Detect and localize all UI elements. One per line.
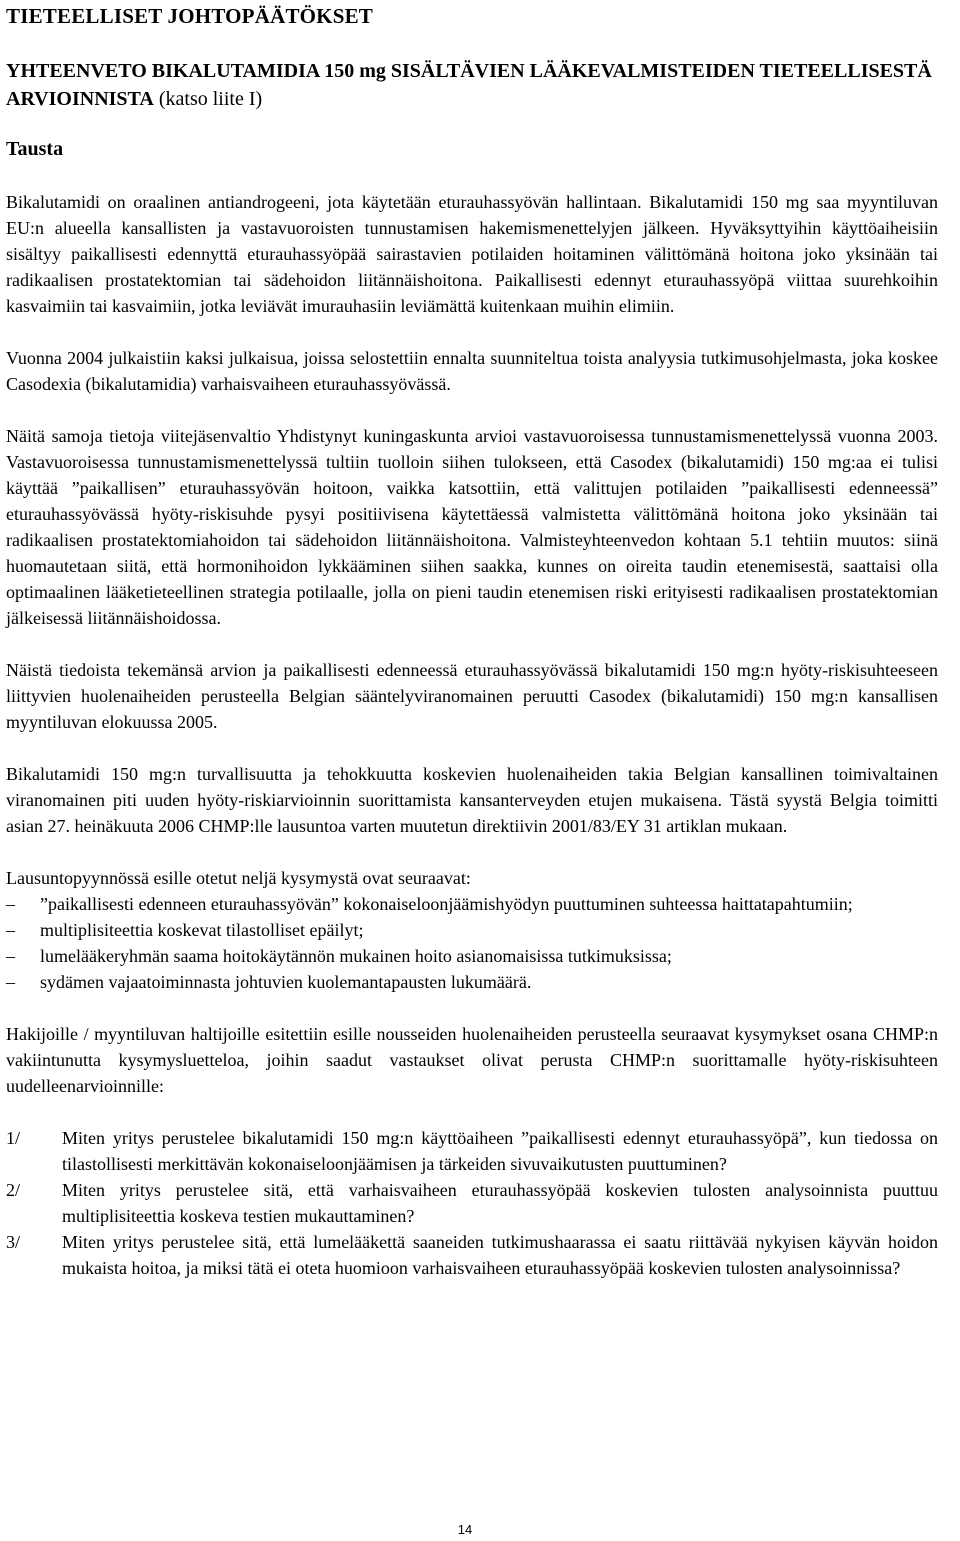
dash-bullet: – xyxy=(6,894,15,914)
summary-heading-note: (katso liite I) xyxy=(153,88,263,110)
summary-heading-bold: YHTEENVETO BIKALUTAMIDIA 150 mg SISÄLTÄVIEN LÄÄKEVALMISTEIDEN TIETEELLISESTÄ ARVIOINNISTA xyxy=(6,60,932,110)
paragraph-questions-intro: Hakijoille / myyntiluvan haltijoille esitettiin esille nousseiden huolenaiheiden perusteella seuraavat kysymykset osana CHMP:n vakiintunutta kysymysluetteloa, joihin saadut vastaukset olivat perusta CHMP:n suorittamalle hyöty-riskisuhteen uudelleenarvioinnille: xyxy=(6,1024,938,1096)
dash-bullet: – xyxy=(6,946,15,966)
list-item-text: ”paikallisesti edenneen eturauhassyövän” kokonaiseloonjäämishyödyn puuttuminen suhteessa haittatapahtumiin; xyxy=(40,894,853,914)
dash-bullet: – xyxy=(6,920,15,940)
question-text: Miten yritys perustelee bikalutamidi 150 mg:n käyttöaiheen ”paikallisesti edennyt eturauhassyöpä”, kun tiedossa on tilastollisesti merkittävän kokonaiseloonjäämisen ja tärkeiden sivuvaikutusten puuttuminen? xyxy=(62,1128,938,1174)
summary-heading xyxy=(6,57,936,113)
document-title: TIETEELLISET JOHTOPÄÄTÖKSET xyxy=(6,4,374,28)
list-item xyxy=(6,943,938,969)
list-item-text: multiplisiteettia koskevat tilastolliset epäilyt; xyxy=(40,920,364,940)
question-item xyxy=(6,1125,938,1177)
question-text: Miten yritys perustelee sitä, että varhaisvaiheen eturauhassyöpää koskevien tulosten analysoinnista puuttuu multiplisiteettia koskeva testien mukauttaminen? xyxy=(62,1180,938,1226)
body-text xyxy=(6,189,938,1281)
list-item-text: lumelääkeryhmän saama hoitokäytännön mukainen hoito asianomaisissa tutkimuksissa; xyxy=(40,946,672,966)
question-item xyxy=(6,1229,938,1281)
list-item-text: sydämen vajaatoiminnasta johtuvien kuolemantapausten lukumäärä. xyxy=(40,972,532,992)
paragraph-belgium-withdrawal: Näistä tiedoista tekemänsä arvion ja paikallisesti edenneessä eturauhassyövässä bikalutamidi 150 mg:n hyöty-riskisuhteeseen liittyvien huolenaiheiden perusteella Belgian sääntelyviranomainen peruutti Casodex (bikalutamidi) 150 mg:n kansallisen myyntiluvan elokuussa 2005. xyxy=(6,660,938,732)
referral-questions-list xyxy=(6,891,938,995)
page-number: 14 xyxy=(457,1522,473,1537)
question-number: 1/ xyxy=(6,1128,21,1148)
list-item xyxy=(6,969,938,995)
paragraph-questions-lead: Lausuntopyynnössä esille otetut neljä kysymystä ovat seuraavat: xyxy=(6,868,471,888)
section-heading-tausta: Tausta xyxy=(6,138,64,160)
question-text: Miten yritys perustelee sitä, että lumelääkettä saaneiden tutkimushaarassa ei saatu riittävää nykyisen käyvän hoidon mukaista hoitoa, ja miksi tätä ei oteta huomioon varhaisvaiheen eturauhassyöpää koskevien tulosten analysoinnissa? xyxy=(62,1232,938,1278)
list-item xyxy=(6,917,938,943)
company-questions-list xyxy=(6,1125,938,1281)
paragraph-background: Bikalutamidi on oraalinen antiandrogeeni, jota käytetään eturauhassyövän hallintaan. Bikalutamidi 150 mg saa myyntiluvan EU:n alueella kansallisten ja vastavuoroisten tunnustamisen hakemismenettelyjen jälkeen. Hyväksyttyihin käyttöaiheisiin sisältyy paikallisesti edennyttä eturauhassyöpää sairastavien potilaiden hoitaminen välittömänä hoitona joko yksinään tai radikaalisen prostatektomian tai sädehoidon liitännäishoitona. Paikallisesti edennyt eturauhassyöpä viittaa suurehkoihin kasvaimiin tai kasvaimiin, jotka leviävät imurauhasiin leviämättä kuitenkaan muihin elimiin. xyxy=(6,192,938,316)
paragraph-uk-assessment: Näitä samoja tietoja viitejäsenvaltio Yhdistynyt kuningaskunta arvioi vastavuoroisessa tunnustamismenettelyssä vuonna 2003. Vastavuoroisessa tunnustamismenettelyssä tultiin tuolloin siihen tulokseen, että Casodex (bikalutamidi) 150 mg:aa ei tulisi käyttää ”paikallisen” eturauhassyövän hoitoon, vaikka katsottiin, että valittujen potilaiden ”paikallisesti edenneessä” eturauhassyövässä hyöty-riskisuhde pysyi positiivisena käytettäessä valmistetta välittömänä hoitona joko yksinään tai radikaalisen prostatektomiahoidon tai sädehoidon liitännäishoitona. Valmisteyhteenvedon kohtaan 5.1 tehtiin muutos: siinä huomautetaan siitä, että hormonihoidon lykkääminen siihen saakka, kunnes on oireita taudin etenemisestä, saattaisi olla optimaalinen lääketieteellinen strategia potilaalle, jolla on pieni taudin etenemisen riski erityisesti radikaalisen prostatektomian jälkeisessä liitännäishoidossa. xyxy=(6,426,938,628)
paragraph-publications-2004: Vuonna 2004 julkaistiin kaksi julkaisua, joissa selostettiin ennalta suunniteltua toista analyysia tutkimusohjelmasta, joka koskee Casodexia (bikalutamidia) varhaisvaiheen eturauhassyövässä. xyxy=(6,348,938,394)
question-item xyxy=(6,1177,938,1229)
question-number: 2/ xyxy=(6,1180,21,1200)
paragraph-belgium-referral: Bikalutamidi 150 mg:n turvallisuutta ja tehokkuutta koskevien huolenaiheiden takia Belgian kansallinen toimivaltainen viranomainen piti uuden hyöty-riskiarvioinnin suorittamista kansanterveyden etujen mukaisena. Tästä syystä Belgia toimitti asian 27. heinäkuuta 2006 CHMP:lle lausuntoa varten muutetun direktiivin 2001/83/EY 31 artiklan mukaan. xyxy=(6,764,938,836)
question-number: 3/ xyxy=(6,1232,21,1252)
list-item xyxy=(6,891,938,917)
dash-bullet: – xyxy=(6,972,15,992)
